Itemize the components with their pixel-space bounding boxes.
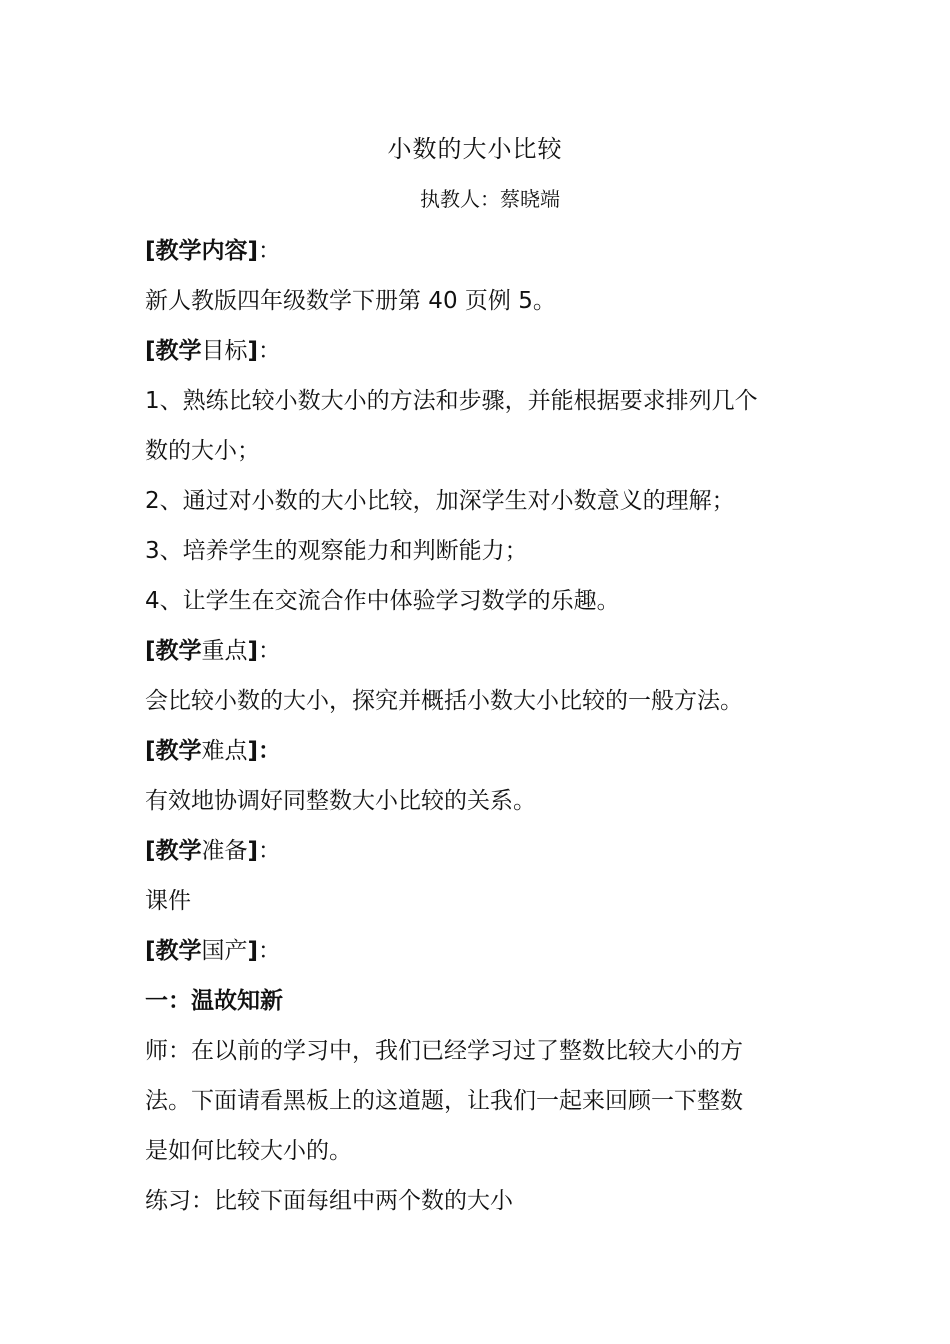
heading-content-colon: ： [258,238,282,264]
goal-line: 1、熟练比较小数大小的方法和步骤，并能根据要求排列几个 [145,388,758,414]
heading-preparation [145,826,815,876]
document-body [145,226,815,1226]
heading-goals-prefix: [教学 [145,338,202,364]
heading-process-colon: ： [258,938,282,964]
heading-process-bracket: ] [247,938,259,964]
heading-preparation-prefix: [教学 [145,838,202,864]
heading-difficulties-bracket: ]： [247,738,282,764]
heading-content-label: [教学内容] [145,238,259,264]
goal-line: 3、培养学生的观察能力和判断能力； [145,538,528,564]
heading-difficulties [145,726,815,776]
heading-key-points [145,626,815,676]
heading-preparation-bracket: ] [247,838,259,864]
heading-difficulties-word: 难点 [201,738,248,764]
heading-process-word: 国产 [201,938,248,964]
heading-goals-colon: ： [258,338,282,364]
heading-goals-bracket: ] [247,338,259,364]
goal-line: 数的大小； [145,438,260,464]
document-author: 执教人：蔡晓端 [420,187,560,211]
heading-goals [145,326,815,376]
heading-difficulties-prefix: [教学 [145,738,202,764]
document-title: 小数的大小比较 [387,135,563,163]
process-line: 练习：比较下面每组中两个数的大小 [145,1188,513,1214]
process-line: 是如何比较大小的。 [145,1138,352,1164]
process-line: 师：在以前的学习中，我们已经学习过了整数比较大小的方 [145,1038,743,1064]
heading-key-points-prefix: [教学 [145,638,202,664]
heading-preparation-colon: ： [258,838,282,864]
heading-content [145,226,815,276]
process-part-title: 一：温故知新 [145,988,283,1014]
heading-preparation-word: 准备 [201,838,248,864]
heading-key-points-bracket: ] [247,638,259,664]
difficulties-text: 有效地协调好同整数大小比较的关系。 [145,788,536,814]
heading-key-points-colon: ： [258,638,282,664]
process-line: 法。下面请看黑板上的这道题，让我们一起来回顾一下整数 [145,1088,743,1114]
key-points-text: 会比较小数的大小，探究并概括小数大小比较的一般方法。 [145,688,743,714]
preparation-text: 课件 [145,888,191,914]
heading-key-points-word: 重点 [201,638,248,664]
content-text: 新人教版四年级数学下册第 40 页例 5。 [145,288,556,314]
heading-goals-word: 目标 [201,338,248,364]
heading-process-prefix: [教学 [145,938,202,964]
goal-line: 4、让学生在交流合作中体验学习数学的乐趣。 [145,588,620,614]
heading-process [145,926,815,976]
goal-line: 2、通过对小数的大小比较，加深学生对小数意义的理解； [145,488,735,514]
